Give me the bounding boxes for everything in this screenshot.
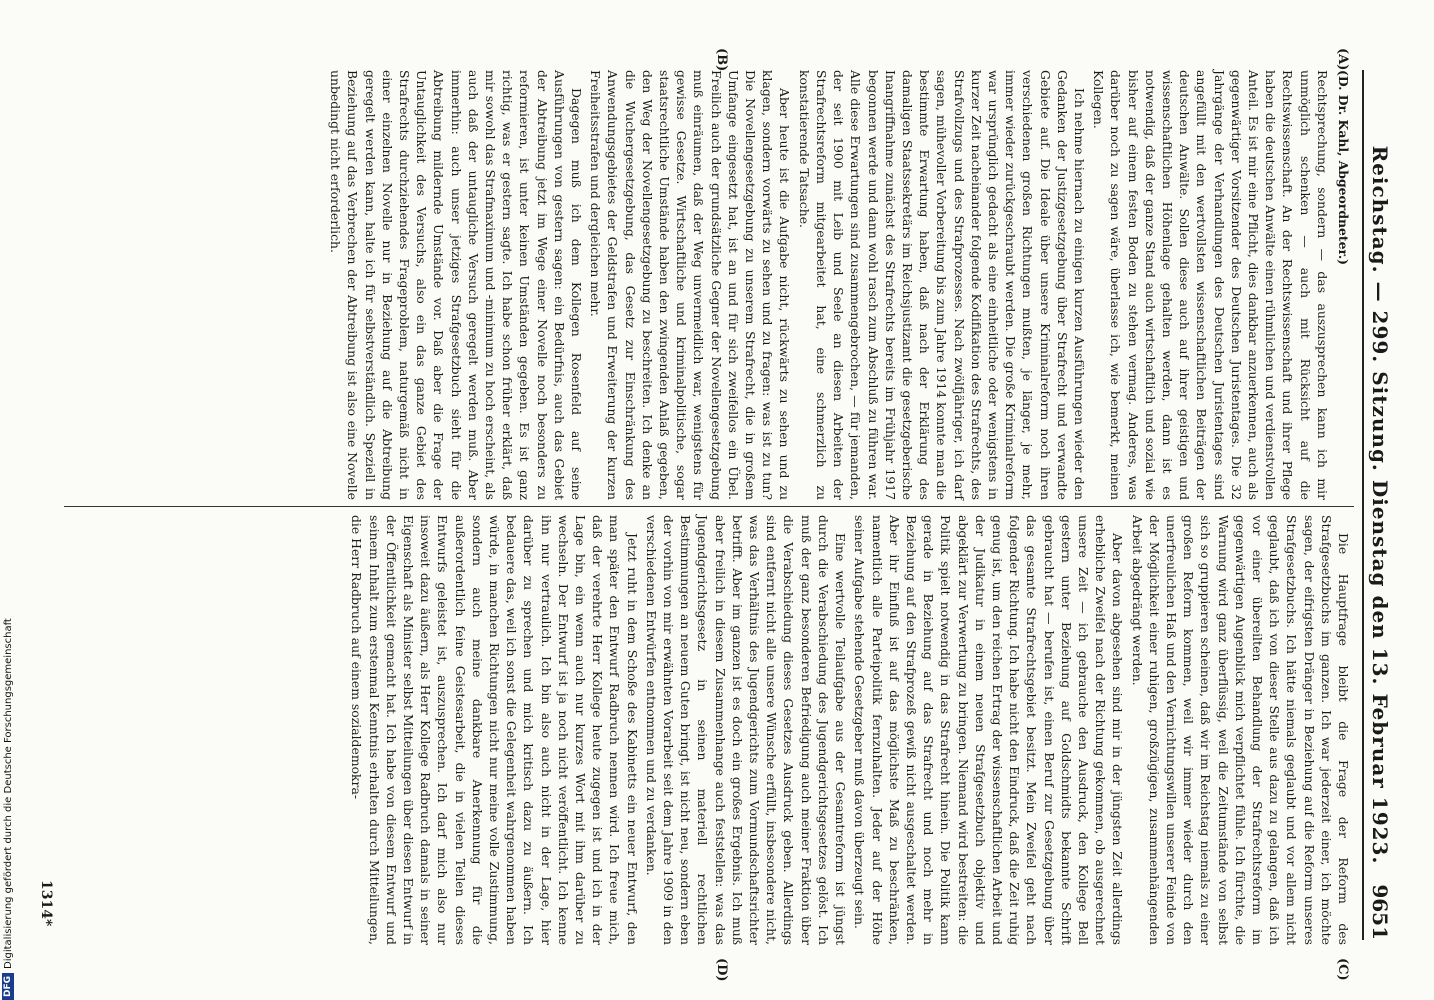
paragraph: Eine wertvolle Teilaufgabe aus der Gesamtreform ist jüngst durch die Verabschiedung des Jugendgerichtsgesetzes gelöst. Ich muß der ganz besonderen Befriedigung auch meiner Fraktion über die Verabschiedung dieses Gesetzes Ausdruck geben. Allerdings sind entfernt nicht alle unsere Wünsche erfüllt, insbesondere nicht, was das Verhältnis des Jugendgerichts zum Vormundschaftsrichter betrifft. Aber im ganzen ist es doch ein großes Ergebnis. Ich muß aber freilich in diesem Zusammenhange auch feststellen: was das Jugendgerichtsgesetz in seinen materiell rechtlichen Bestimmungen an neuem Guten bringt, ist nicht neu, sondern eben der vorhin von mir erwähnten Vorarbeit seit dem Jahre 1909 in den verschiedenen Entwürfen entnommen und zu verdanken. (643, 515, 849, 945)
left-column (325, 70, 1352, 500)
paragraph: Rechtsprechung, sondern — das auszusprechen kann ich mir unmöglich schenken — auch mit Rücksicht auf die Rechtswissenschaft. An der Rechtswissenschaft und ihrer Pflege haben die deutschen Anwälte einen rühmlichen und verdienstvollen Anteil. Es ist mir eine Pflicht, dies dankbar anzuerkennen, auch als gegenwärtiger Vorsitzender des Deutschen Juristentages. Die 32 Jahrgänge der Verhandlungen des Deutschen Juristentages sind angefüllt mit den wertvollsten wissenschaftlichen Beiträgen der deutschen Anwälte. Sollen diese auch auf ihrer geistigen und wissenschaftlichen Höhenlage gehalten werden, dann ist es notwendig, daß der ganze Stand auch wirtschaftlich und sozial wie bisher auf einem festen Boden zu stehen vermag. Anderes, was darüber noch zu sagen wäre, überlasse ich, wie bemerkt, meinen Kollegen. (1091, 70, 1330, 500)
right-column (346, 515, 1352, 945)
margin-letter-c: (C) (1335, 958, 1350, 981)
digitization-note (1, 0, 15, 1000)
paragraph: Dagegen muß ich dem Kollegen Rosenfeld auf seine Ausführungen von gestern sagen: ein Bedürfnis, auch das Gebiet der Abtreibung jetzt im Wege einer Novelle noch besonders zu reformieren, ist unter keinen Umständen gegeben. Es ist ganz richtig, was er gestern sagte. Ich habe schon früher erklärt, daß mir sowohl das Strafmaximum und -minimum zu hoch erscheint, als auch daß der untaugliche Versuch geregelt werden muß. Aber immerhin: auch unser jetziges Strafgesetzbuch sieht für die Abtreibung mildernde Umstände vor. Daß aber die Frage der Untauglichkeit des Versuchs, also ein das ganze Gebiet des Strafrechts durchziehendes Frageproblem, naturgemäß nicht in einer einzelnen Novelle nur in Beziehung auf die Abtreibung geregelt werden kann, halte ich für selbstverständlich. Speziell in Beziehung auf das Verbrechen der Abtreibung ist also eine Novelle unbedingt nicht erforderlich. (328, 70, 585, 500)
digitization-text: Digitalisierung gefördert durch die Deutsche Forschungsgemeinschaft (2, 618, 14, 969)
margin-letter-b: (B) (714, 48, 729, 72)
paragraph: Die Hauptfrage bleibt die Frage der Reform des Strafgesetzbuchs im ganzen. Ich war jederzeit einer, ich möchte sagen, der eifrigsten Dränger in Beziehung auf die Reform unseres Strafgesetzbuchs. Ich hätte niemals geglaubt und vor allem nicht geglaubt, daß ich von dieser Stelle aus dazu zu gelangen, daß ich vor einer übereilten Behandlung der Strafrechtsreform im gegenwärtigen Augenblick mich verpflichtet fühle. Ich fürchte, die Warnung wird ganz überflüssig, weil die Zeitumstände von selbst sich so gruppieren scheinen, daß wir im Reichstag niemals zu einer großen Reform kommen, weil wir immer wieder durch den unerfreulichen Haß und den Vernichtungswillen unserer Feinde von der Möglichkeit einer ruhigen, großzügigen, zusammenhängenden Arbeit abgedrängt werden. (1129, 515, 1351, 945)
margin-letter-d: (D) (714, 958, 729, 982)
paragraph: Jetzt ruht in dem Schoße des Kabinetts ein neuer Entwurf, den man später den Entwurf Radbruch nennen wird. Ich freue mich, daß der verehrte Herr Kollege heute zugegen ist und ich in der Lage bin, ein wenn auch nur kurzes Wort mit ihm darüber zu wechseln. Der Entwurf ist ja noch nicht veröffentlicht. Ich kenne ihn nur vertraulich. Ich bin also auch nicht in der Lage, hier darüber zu sprechen und mich kritisch dazu zu äußern. Ich bedauere das, weil ich sonst die Gelegenheit wahrgenommen haben würde, in manchen Richtungen nicht nur meine volle Zustimmung, sondern auch meine dankbare Anerkennung für die außerordentlich feine Geistesarbeit, die in vielen Teilen dieses Entwurfs geleistet ist, auszusprechen. Ich darf mich also nur insoweit dazu äußern, als Herr Kollege Radbruch damals in seiner Eigenschaft als Minister selbst Mitteilungen über diesen Entwurf in der Öffentlichkeit gemacht hat. Ich habe von diesem Entwurf und seinem Inhalt zum erstenmal Kenntnis erhalten durch Mitteilungen, die Herr Radbruch auf einem sozialdemokra- (349, 515, 640, 945)
paragraph: Aber heute ist die Aufgabe nicht, rückwärts zu sehen und zu klagen, sondern vorwärts zu sehen und zu fragen: was ist zu tun? Die Novellengesetzgebung zu unserem Strafrecht, die in großem Umfange eingesetzt hat, ist an und für sich zweifellos ein Übel. Freilich auch der grundsätzliche Gegner der Novellengesetzgebung muß einräumen, daß der Weg unvermeidlich war, wenigstens für gewisse Gesetze. Wirtschaftliche und kriminalpolitische, sogar staatsrechtliche Umstände haben den zwingenden Anlaß gegeben, den Weg der Novellengesetzgebung zu beschreiten. Ich denke an die Wuchergesetzgebung, das Gesetz zur Einschränkung des Anwendungsgebietes der Geldstrafen und Erweiterung der kurzen Freiheitsstrafen und dergleichen mehr. (588, 70, 793, 500)
column-divider (64, 506, 1354, 507)
page-number: 9651 (1368, 884, 1392, 940)
speaker-attribution: (D. Dr. Kahl, Abgeordneter.) (1336, 70, 1351, 266)
margin-letter-a: (A) (1335, 48, 1350, 71)
running-head (1362, 70, 1394, 940)
paragraph: Aber davon abgesehen sind mir in der jüngsten Zeit allerdings erhebliche Zweifel nach der Richtung gekommen, ob ausgerechnet unsere Zeit — ich gebrauche den Ausdruck, den Kollege Bell gestern unter Beziehung auf Goldschmidts bekannte Schrift gebraucht hat — berufen ist, einen Beruf zur Gesetzgebung über das gesamte Strafrechtsgebiet besitzt. Mein Zweifel geht nach folgender Richtung. Ich habe nicht den Eindruck, daß die Zeit ruhig genug ist, um den reichen Ertrag der wissenschaftlichen Arbeit und der Judikatur in einem neuen Strafgesetzbuch objektiv und abgeklärt zur Verwertung zu bringen. Niemand wird bestreiten: die Politik spielt notwendig in das Strafrecht hinein. Die Politik kann gerade in Beziehung auf das Strafrecht und noch mehr in Beziehung auf den Strafprozeß gewiß nicht ausgeschaltet werden. Aber ihr Einfluß ist auf das möglichste Maß zu beschränken, namentlich alle Parteipolitik fernzuhalten. Jeder auf der Höhe seiner Aufgabe stehende Gesetzgeber muß davon überzeugt sein. (852, 515, 1126, 945)
dfg-logo: DFG (2, 973, 14, 1000)
page-title: Reichstag. — 299. Sitzung. Dienstag den 13. Februar 1923. (1368, 145, 1392, 865)
paragraph: Ich nehme hiernach zu einigen kurzen Ausführungen wieder den Gedanken der Justizgesetzgebung über Strafrecht und verwandte Gebiete auf. Die Ideale über unsere Kriminalreform noch ihren verschiedenen großen Richtungen mußten, je länger, je mehr, immer wieder zurückgeschraubt werden. Die große Kriminalreform war ursprünglich gedacht als eine einheitliche oder wenigstens in kurzer Zeit nacheinander folgende Kodifikation des Strafrechts, des Strafvollzugs und des Strafprozesses. Nach zwölfjähriger, ich darf sagen, mühevoller Vorbereitung bis zum Jahre 1914 konnte man die bestimmte Erwartung haben, daß nach der Erklärung des damaligen Staatssekretärs im Reichsjustizamt die gesetzgeberische Inangriffnahme zunächst des Strafrechts bereits im Frühjahr 1917 begonnen werde und dann wohl rasch zum Abschluß zu führen war. Alle diese Erwartungen sind zusammengebrochen, — für jemanden, der seit 1900 mit Leib und Seele an diesen Arbeiten der Strafrechtsreform mitgearbeitet hat, eine schmerzlich zu konstatierende Tatsache. (796, 70, 1087, 500)
page-signature: 1314* (38, 880, 54, 927)
